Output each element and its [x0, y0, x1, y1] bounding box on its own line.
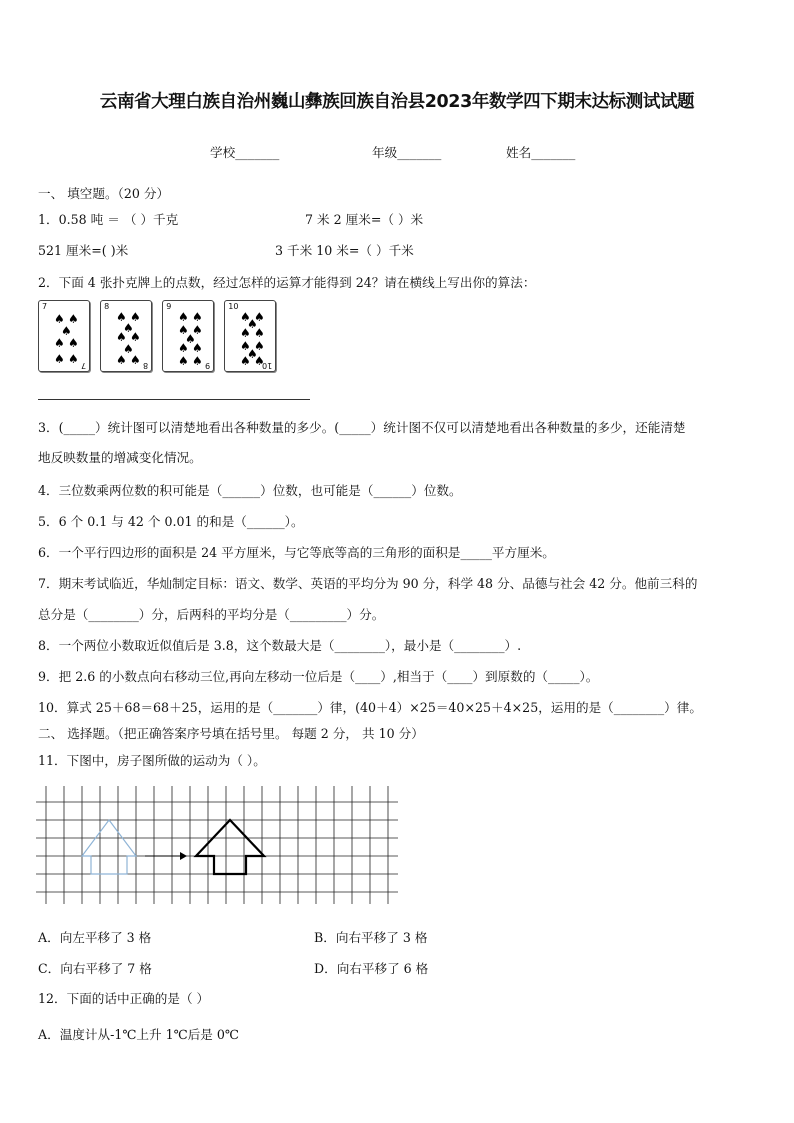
- spade-pips-icon: [39, 301, 89, 371]
- option-11d[interactable]: D．向右平移了 6 格: [314, 961, 429, 976]
- svg-text:♠: ♠: [116, 310, 127, 324]
- svg-text:♠: ♠: [68, 312, 79, 326]
- spade-pips-icon: [101, 301, 151, 371]
- svg-text:♠: ♠: [68, 336, 79, 350]
- svg-text:♠: ♠: [178, 354, 189, 368]
- page-title: 云南省大理白族自治州巍山彝族回族自治县2023年数学四下期末达标测试试题: [99, 92, 695, 112]
- playing-cards: [38, 300, 281, 376]
- option-11a[interactable]: A．向左平移了 3 格: [38, 930, 152, 945]
- question-1a: 1．0.58 吨 ＝ （ ）千克: [38, 212, 179, 227]
- svg-text:♠: ♠: [247, 317, 259, 331]
- svg-text:♠: ♠: [254, 310, 266, 324]
- question-1d: 3 千米 10 米=（ ）千米: [275, 243, 414, 258]
- question-9: 9．把 2.6 的小数点向右移动三位,再向左移动一位后是（____）,相当于（____）到原数的（_____）。: [38, 669, 599, 684]
- spade-pips-icon: [163, 301, 213, 371]
- svg-text:♠: ♠: [130, 330, 141, 344]
- svg-text:♠: ♠: [123, 321, 134, 335]
- svg-text:♠: ♠: [254, 339, 266, 353]
- playing-card: [162, 300, 214, 372]
- svg-text:♠: ♠: [247, 347, 259, 361]
- svg-text:♠: ♠: [240, 310, 252, 324]
- svg-text:♠: ♠: [192, 354, 203, 368]
- question-11: 11．下图中，房子图所做的运动为（ ）。: [38, 753, 266, 768]
- card-rank: 8: [143, 361, 149, 370]
- svg-text:♠: ♠: [240, 354, 252, 368]
- question-7: 7．期末考试临近，华灿制定目标：语文、数学、英语的平均分为 90 分，科学 48 分、品德与社会 42 分。他前三科的: [38, 576, 698, 591]
- svg-text:♠: ♠: [116, 330, 127, 344]
- grid-diagram: [36, 784, 398, 904]
- svg-text:♠: ♠: [178, 323, 189, 337]
- question-1b: 7 米 2 厘米=（ ）米: [305, 212, 424, 227]
- svg-text:♠: ♠: [240, 339, 252, 353]
- svg-text:♠: ♠: [240, 326, 252, 340]
- question-4: 4．三位数乘两位数的积可能是（______）位数，也可能是（______）位数。: [38, 483, 462, 498]
- svg-text:♠: ♠: [192, 323, 203, 337]
- playing-card: [100, 300, 152, 372]
- svg-text:♠: ♠: [54, 336, 65, 350]
- svg-text:♠: ♠: [254, 326, 266, 340]
- svg-text:♠: ♠: [178, 310, 189, 324]
- svg-text:♠: ♠: [178, 341, 189, 355]
- svg-text:♠: ♠: [116, 353, 127, 367]
- grade-field[interactable]: 年级_______: [372, 145, 442, 160]
- option-12a[interactable]: A．温度计从-1℃上升 1℃后是 0℃: [38, 1027, 240, 1042]
- svg-text:♠: ♠: [192, 341, 203, 355]
- question-1c: 521 厘米=( )米: [38, 243, 129, 258]
- section-1-heading: 一、 填空题。（20 分）: [38, 186, 170, 201]
- svg-text:♠: ♠: [54, 312, 65, 326]
- question-12: 12．下面的话中正确的是（ ）: [38, 991, 210, 1006]
- svg-text:♠: ♠: [54, 352, 65, 366]
- question-2: 2．下面 4 张扑克牌上的点数，经过怎样的运算才能得到 24？请在横线上写出你的算法：: [38, 275, 536, 290]
- school-field[interactable]: 学校_______: [210, 145, 280, 160]
- svg-text:♠: ♠: [130, 310, 141, 324]
- playing-card: [224, 300, 276, 372]
- option-11c[interactable]: C．向右平移了 7 格: [38, 961, 152, 976]
- svg-text:♠: ♠: [68, 352, 79, 366]
- card-rank: 10: [228, 302, 239, 311]
- svg-text:♠: ♠: [254, 354, 266, 368]
- question-5: 5．6 个 0.1 与 42 个 0.01 的和是（______）。: [38, 514, 304, 529]
- card-rank: 7: [42, 302, 48, 311]
- card-rank: 8: [104, 302, 110, 311]
- section-2-heading: 二、 选择题。（把正确答案序号填在括号里。 每题 2 分， 共 10 分）: [38, 726, 424, 741]
- card-rank: 10: [262, 361, 273, 370]
- svg-text:♠: ♠: [192, 310, 203, 324]
- arrow-head-icon: [180, 852, 187, 860]
- question-7-continued: 总分是（________）分，后两科的平均分是（_________）分。: [38, 607, 385, 622]
- question-8: 8．一个两位小数取近似值后是 3.8，这个数最大是（________），最小是（________）.: [38, 638, 522, 653]
- svg-text:♠: ♠: [130, 353, 141, 367]
- question-6: 6．一个平行四边形的面积是 24 平方厘米，与它等底等高的三角形的面积是_____平方厘米。: [38, 545, 555, 560]
- translation-grid-figure: [36, 784, 398, 908]
- question-3-continued: 地反映数量的增减变化情况。: [38, 450, 202, 465]
- card-rank: 9: [166, 302, 172, 311]
- svg-text:♠: ♠: [61, 324, 72, 338]
- name-field[interactable]: 姓名_______: [506, 145, 576, 160]
- question-3: 3．(_____）统计图可以清楚地看出各种数量的多少。(_____）统计图不仅可以清楚地看出各种数量的多少，还能清楚: [38, 420, 686, 435]
- playing-card: [38, 300, 90, 372]
- question-10: 10．算式 25＋68＝68＋25，运用的是（_______）律，(40＋4）×25＝40×25＋4×25，运用的是（________）律。: [38, 700, 702, 715]
- card-rank: 7: [80, 361, 86, 370]
- svg-text:♠: ♠: [123, 342, 134, 356]
- card-rank: 9: [205, 361, 211, 370]
- option-11b[interactable]: B．向右平移了 3 格: [314, 930, 428, 945]
- original-house-shape: [82, 820, 136, 874]
- svg-text:♠: ♠: [185, 332, 196, 346]
- answer-line[interactable]: [38, 398, 310, 400]
- spade-pips-icon: [225, 301, 275, 371]
- translated-house-shape: [196, 820, 264, 874]
